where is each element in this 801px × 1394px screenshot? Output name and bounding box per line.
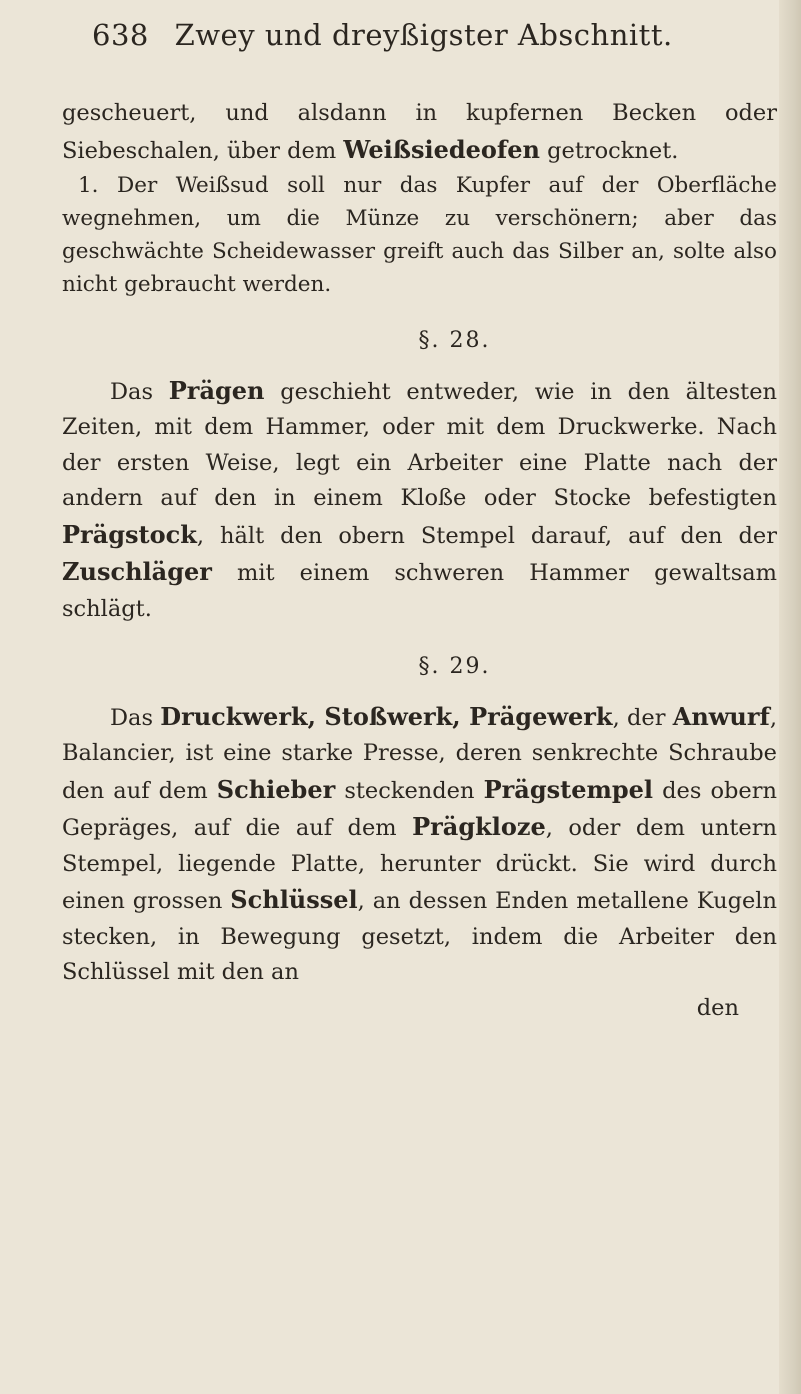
catchword: den <box>696 994 739 1021</box>
s29-text-b: , der <box>612 704 673 731</box>
s28-emphasis-praegstock: Prägstock <box>62 519 197 549</box>
section-heading-29: §. 29. <box>418 654 491 679</box>
s29-text-d: steckenden <box>335 777 484 804</box>
paragraph-intro <box>62 96 777 169</box>
page-number: 638 <box>92 18 149 52</box>
section-28-paragraph <box>62 373 777 628</box>
s29-emphasis-anwurf: Anwurf <box>672 701 770 731</box>
s29-emphasis-praegkloze: Prägkloze <box>412 812 546 841</box>
s29-text-c: , Balancier, ist eine starke Presse, deren senkrechte Schraube den auf dem <box>62 704 778 804</box>
s28-text-c: , hält den obern Stempel darauf, auf den der <box>196 522 777 549</box>
running-head <box>92 18 772 52</box>
paragraph-intro-tail: getrocknet. <box>539 137 679 164</box>
s29-emphasis-schluessel: Schlüssel <box>230 885 358 914</box>
s28-text-d: mit einem schweren Hammer gewaltsam schlägt. <box>62 560 777 622</box>
section-heading-28: §. 28. <box>418 328 491 353</box>
body-text <box>62 96 777 1026</box>
s28-emphasis-zuschlaeger: Zuschläger <box>62 557 212 586</box>
s29-text-e: des obern Gepräges, auf die auf dem <box>62 777 777 841</box>
running-title: Zwey und dreyßigster Abschnitt. <box>174 18 673 52</box>
note-item-1: 1. Der Weißsud soll nur das Kupfer auf der Oberfläche wegnehmen, um die Münze zu verschönern; aber das geschwächte Scheidewasser greift auch das Silber an, solte also nicht gebraucht werden. <box>62 173 777 297</box>
s28-text-b: geschieht entweder, wie in den ältesten Zeiten, mit dem Hammer, oder mit dem Druckwerke. Nach der ersten Weise, legt ein Arbeiter eine Platte nach der andern auf den in einem Kloße oder Stocke befestigten <box>62 378 777 511</box>
s28-emphasis-praegen: Prägen <box>168 375 265 405</box>
s29-emphasis-praegstempel: Prägstempel <box>483 774 654 804</box>
s29-emphasis-schieber: Schieber <box>216 774 336 804</box>
s29-text-a: Das <box>110 704 161 731</box>
s29-emphasis-druckwerk: Druckwerk, Stoßwerk, Prägewerk <box>160 701 613 731</box>
paragraph-intro-text: gescheuert, und alsdann in kupfernen Becken oder Siebeschalen, über dem <box>62 100 777 164</box>
s29-text-g: , an dessen Enden metallene Kugeln stecken, in Bewegung gesetzt, indem die Arbeiter den Schlüssel mit den an <box>62 888 777 985</box>
section-29-paragraph <box>62 699 777 991</box>
s28-text-a: Das <box>110 378 169 405</box>
paragraph-intro-emphasis: Weißsiedeofen <box>343 134 540 164</box>
page-spine-shadow <box>779 0 801 1394</box>
s29-text-f: , oder dem untern Stempel, liegende Platte, herunter drückt. Sie wird durch einen grossen <box>62 815 777 914</box>
